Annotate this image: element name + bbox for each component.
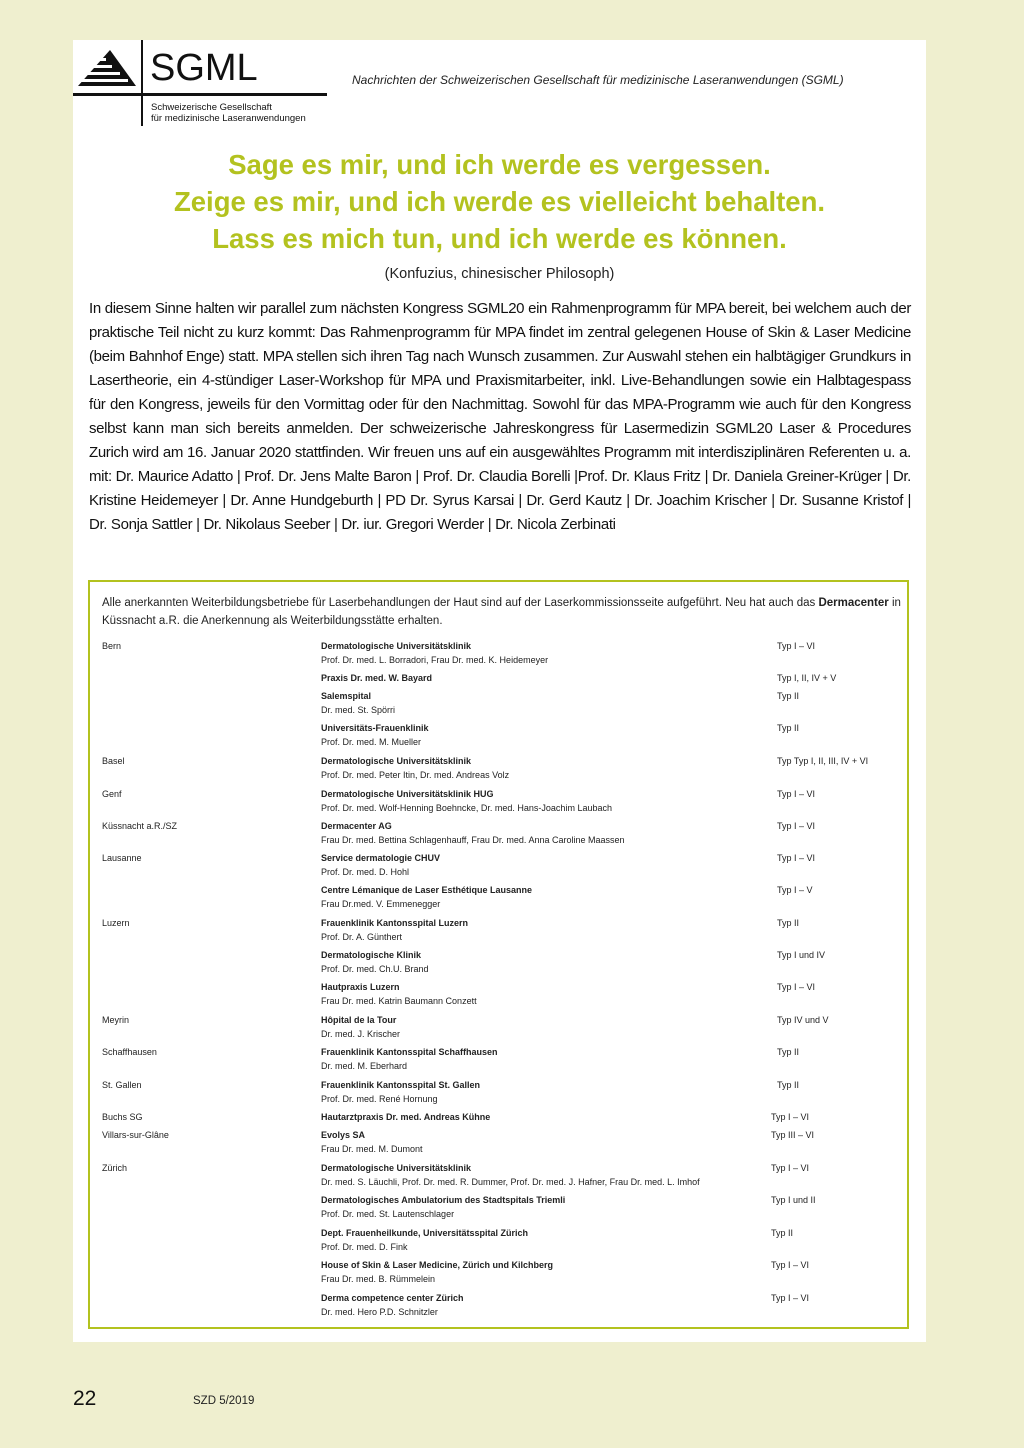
institution-persons: Frau Dr. med. Bettina Schlagenhauff, Frau Dr. med. Anna Caroline Maassen	[321, 834, 625, 845]
institution-name: Dermatologische Klinik	[321, 950, 422, 960]
institution-entry	[321, 1194, 565, 1221]
institution-entry	[321, 1014, 400, 1041]
institution-city: Luzern	[102, 918, 130, 928]
institution-persons: Prof. Dr. med. Peter Itin, Dr. med. Andreas Volz	[321, 769, 510, 780]
institution-type: Typ I – VI	[777, 641, 816, 651]
institution-name: Dermatologisches Ambulatorium des Stadtspitals Triemli	[321, 1195, 566, 1205]
institution-type: Typ I – VI	[777, 821, 816, 831]
institution-entry	[321, 1111, 490, 1125]
institution-city: Genf	[102, 789, 122, 799]
institution-entry	[321, 1079, 480, 1106]
institution-name: Hôpital de la Tour	[321, 1015, 397, 1025]
institution-name: Frauenklinik Kantonsspital Schaffhausen	[321, 1047, 498, 1057]
institution-persons: Prof. Dr. med. René Hornung	[321, 1093, 438, 1104]
institution-city: Villars-sur-Glâne	[102, 1130, 169, 1140]
institution-persons: Dr. med. J. Krischer	[321, 1028, 401, 1039]
institution-name: House of Skin & Laser Medicine, Zürich und Kilchberg	[321, 1260, 554, 1270]
institution-type: Typ II	[777, 723, 800, 733]
institution-name: Evolys SA	[321, 1130, 366, 1140]
institution-city: Schaffhausen	[102, 1047, 157, 1057]
institution-type: Typ Typ I, II, III, IV + VI	[777, 756, 869, 766]
institution-city: Küssnacht a.R./SZ	[102, 821, 178, 831]
institution-type: Typ IV und V	[777, 1015, 829, 1025]
institution-persons: Frau Dr. med. Katrin Baumann Conzett	[321, 995, 477, 1006]
institution-type: Typ I – VI	[771, 1112, 810, 1122]
institution-type: Typ I, II, IV + V	[777, 673, 837, 683]
institution-name: Dermatologische Universitätsklinik	[321, 756, 472, 766]
institution-entry	[321, 1046, 498, 1073]
institution-type: Typ I – VI	[771, 1163, 810, 1173]
institution-persons: Prof. Dr. med. D. Hohl	[321, 866, 410, 877]
institution-persons: Prof. Dr. A. Günthert	[321, 931, 403, 942]
institution-entry	[321, 1292, 464, 1319]
institution-type: Typ I – VI	[777, 853, 816, 863]
institution-type: Typ I – VI	[771, 1293, 810, 1303]
institution-type: Typ I – V	[777, 885, 813, 895]
institution-name: Centre Lémanique de Laser Esthétique Lausanne	[321, 885, 533, 895]
institution-name: Universitäts-Frauenklinik	[321, 723, 429, 733]
institution-entry	[321, 788, 612, 815]
institution-persons: Dr. med. St. Spörri	[321, 704, 396, 715]
institution-name: Salemspital	[321, 691, 372, 701]
quote-line-3: Lass es mich tun, und ich werde es können.	[212, 223, 787, 254]
institution-name: Dermatologische Universitätsklinik HUG	[321, 789, 494, 799]
institution-entry	[321, 884, 532, 911]
institution-city: Buchs SG	[102, 1112, 143, 1122]
institution-persons: Dr. med. M. Eberhard	[321, 1060, 408, 1071]
institution-persons: Frau Dr.med. V. Emmenegger	[321, 898, 441, 909]
institution-name: Hautarztpraxis Dr. med. Andreas Kühne	[321, 1112, 491, 1122]
institution-entry	[321, 949, 429, 976]
institution-entry	[321, 981, 477, 1008]
institution-city: Zürich	[102, 1163, 128, 1173]
institution-persons: Dr. med. Hero P.D. Schnitzler	[321, 1306, 438, 1317]
institution-name: Dermatologische Universitätsklinik	[321, 1163, 472, 1173]
institution-persons: Dr. med. S. Läuchli, Prof. Dr. med. R. Dummer, Prof. Dr. med. J. Hafner, Frau Dr. med. L. Imhof	[321, 1176, 700, 1187]
institution-type: Typ I und II	[771, 1195, 816, 1205]
institution-name: Derma competence center Zürich	[321, 1293, 464, 1303]
institution-city: Meyrin	[102, 1015, 130, 1025]
institution-entry	[321, 917, 468, 944]
institution-name: Dept. Frauenheilkunde, Universitätsspital Zürich	[321, 1228, 529, 1238]
institution-entry	[321, 722, 429, 749]
logo-vertical-rule	[141, 40, 143, 126]
institution-entry	[321, 852, 440, 879]
institution-type: Typ I – VI	[777, 789, 816, 799]
institution-type: Typ II	[777, 918, 800, 928]
institution-name: Dermacenter AG	[321, 821, 392, 831]
intro-paragraph: In diesem Sinne halten wir parallel zum nächsten Kongress SGML20 ein Rahmenprogramm für MPA bereit, bei welchem auch der praktische Teil nicht zu kurz kommt: Das Rahmenprogramm für MPA findet im zentral gelegenen House of Skin & Laser Medicine (beim Bahnhof Enge) statt. MPA stellen sich ihren Tag nach Wunsch zusammen. Zur Auswahl stehen ein halbtägiger Grundkurs in Lasertheorie, ein 4-stündiger Laser-Workshop für MPA und Praxismitarbeiter, inkl. Live-Behandlungen sowie ein Halbtagespass für den Kongress, jeweils für den Vormittag oder für den Nachmittag. Sowohl für das MPA-Programm wie auch für den Kongress selbst kann man sich bereits anmelden. Der schweizerische Jahreskongress für Lasermedizin SGML20 Laser & Procedures Zurich wird am 16. Januar 2020 stattfinden. Wir freuen uns auf ein ausgewähltes Programm mit interdisziplinären Referenten u. a. mit: Dr. Maurice Adatto | Prof. Dr. Jens Malte Baron | Prof. Dr. Claudia Borelli |Prof. Dr. Klaus Fritz | Dr. Daniela Greiner-Krüger | Dr. Kristine Heidemeyer | Dr. Anne Hundgeburth | PD Dr. Syrus Karsai | Dr. Gerd Kautz | Dr. Joachim Krischer | Dr. Susanne Kristof | Dr. Sonja Sattler | Dr. Nikolaus Seeber | Dr. iur. Gregori Werder | Dr. Nicola Zerbinati	[89, 300, 911, 533]
box-intro: Alle anerkannten Weiterbildungsbetriebe für Laserbehandlungen der Haut sind auf der Laserkommissionsseite aufgeführt. Neu hat auch das Dermacenter in Küssnacht a.R. die Anerkennung als Weiterbildungsstätte erhalten.	[102, 597, 901, 627]
institution-entry	[321, 640, 548, 667]
institution-persons: Frau Dr. med. M. Dumont	[321, 1143, 423, 1154]
quote-line-1: Sage es mir, und ich werde es vergessen.	[228, 149, 771, 180]
quote	[73, 146, 926, 257]
institution-type: Typ I – VI	[777, 982, 816, 992]
institution-persons: Prof. Dr. med. St. Lautenschlager	[321, 1208, 455, 1219]
institution-name: Service dermatologie CHUV	[321, 853, 441, 863]
institution-name: Frauenklinik Kantonsspital St. Gallen	[321, 1080, 481, 1090]
institution-entry	[321, 672, 432, 686]
institution-name: Praxis Dr. med. W. Bayard	[321, 673, 433, 683]
dermacenter-highlight: Dermacenter	[818, 597, 889, 609]
institution-persons: Prof. Dr. med. D. Fink	[321, 1241, 408, 1252]
institution-entry	[321, 1259, 553, 1286]
stairs-icon	[76, 46, 138, 88]
institution-name: Hautpraxis Luzern	[321, 982, 400, 992]
logo-subtitle: Schweizerische Gesellschaft für medizinische Laseranwendungen	[151, 102, 306, 124]
institution-city: Lausanne	[102, 853, 142, 863]
institution-type: Typ II	[777, 1080, 800, 1090]
quote-attribution: (Konfuzius, chinesischer Philosoph)	[384, 266, 615, 282]
institution-type: Typ II	[771, 1228, 794, 1238]
logo-horizontal-rule	[73, 93, 327, 96]
issue-label: SZD 5/2019	[193, 1395, 255, 1407]
institution-type: Typ III – VI	[771, 1130, 815, 1140]
institution-city: St. Gallen	[102, 1080, 142, 1090]
institution-persons: Prof. Dr. med. M. Mueller	[321, 736, 422, 747]
institution-persons: Prof. Dr. med. L. Borradori, Frau Dr. med. K. Heidemeyer	[321, 654, 549, 665]
masthead: Nachrichten der Schweizerischen Gesellschaft für medizinische Laseranwendungen (SGML)	[352, 73, 844, 87]
institution-type: Typ II	[777, 691, 800, 701]
institution-entry	[321, 690, 395, 717]
institution-city: Bern	[102, 641, 122, 651]
institution-name: Frauenklinik Kantonsspital Luzern	[321, 918, 469, 928]
institution-persons: Frau Dr. med. B. Rümmelein	[321, 1273, 436, 1284]
institution-type: Typ I und IV	[777, 950, 826, 960]
institution-persons: Prof. Dr. med. Wolf-Henning Boehncke, Dr. med. Hans-Joachim Laubach	[321, 802, 612, 813]
logo-wordmark: SGML	[150, 47, 258, 89]
page-number: 22	[73, 1387, 97, 1410]
institution-entry	[321, 1227, 528, 1254]
institution-type: Typ I – VI	[771, 1260, 810, 1270]
quote-line-2: Zeige es mir, und ich werde es vielleicht behalten.	[173, 186, 826, 217]
sgml-logo	[73, 40, 333, 130]
institution-persons: Prof. Dr. med. Ch.U. Brand	[321, 963, 429, 974]
institution-type: Typ II	[777, 1047, 800, 1057]
institution-entry	[321, 755, 509, 782]
institution-city: Basel	[102, 756, 125, 766]
institution-entry	[321, 1129, 423, 1156]
institution-entry	[321, 1162, 700, 1189]
institution-entry	[321, 820, 625, 847]
institution-name: Dermatologische Universitätsklinik	[321, 641, 472, 651]
